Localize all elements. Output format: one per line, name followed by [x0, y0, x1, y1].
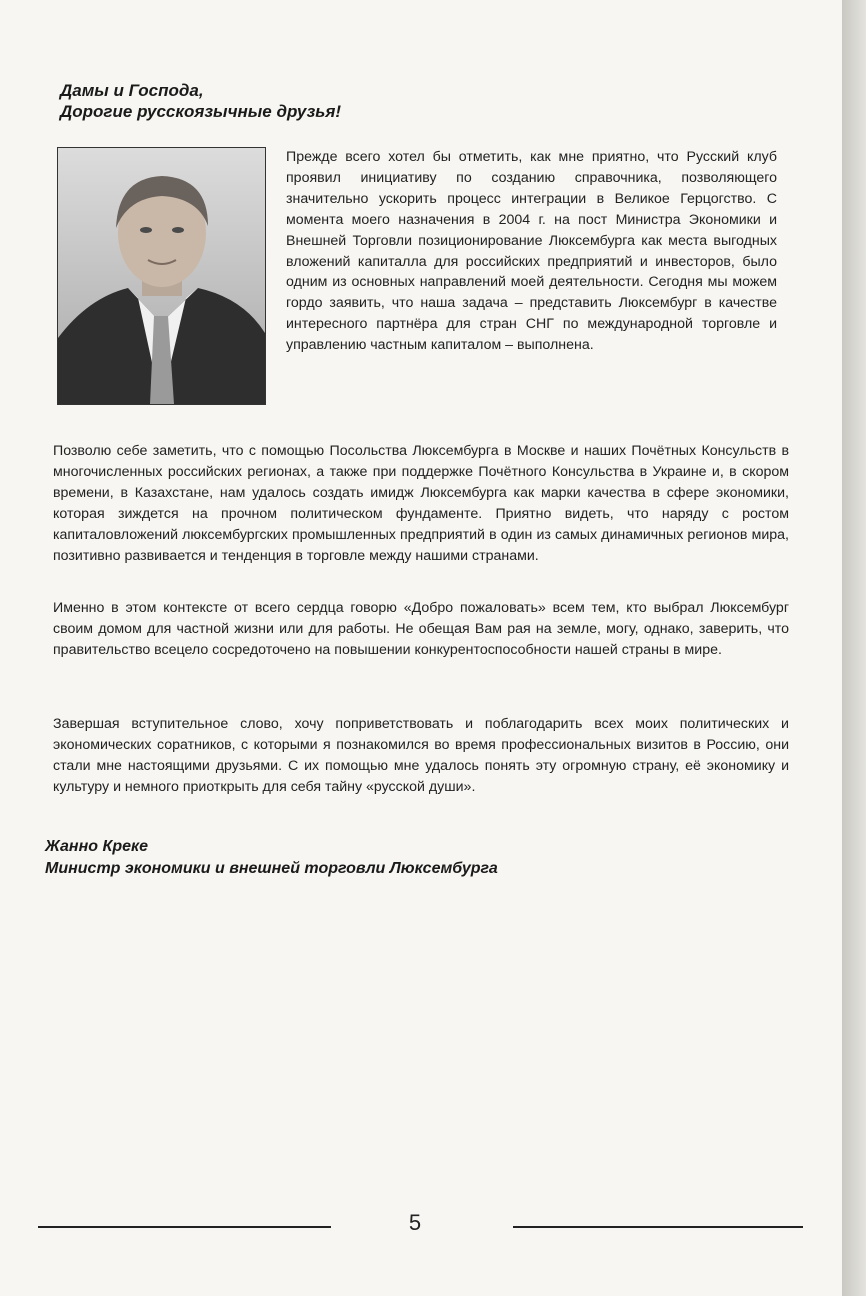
portrait-illustration: [58, 148, 265, 404]
page-number: 5: [408, 1210, 422, 1235]
signature-name: Жанно Креке: [45, 838, 148, 855]
intro-paragraph: Прежде всего хотел бы отметить, как мне приятно, что Русский клуб проявил инициативу по созданию справочника, позволяющего значительно ускорить процесс интеграции в Великое Герцогство. С момента моего назначения в 2004 г. на пост Министра Экономики и Внешней Торговли позиционирование Люксембурга как места выгодных вложений капиталла для российских предприятий и инвесторов, было одним из основных направлений моей деятельности. Сегодня мы можем гордо заявить, что наша задача – представить Люксембург в качестве интересного партнёра для стран СНГ по международной торговле и управлению частным капиталом – выполнена.: [286, 149, 777, 354]
page-edge: [842, 0, 866, 1296]
body-paragraph-2: Именно в этом контексте от всего сердца говорю «Добро пожаловать» всем тем, кто выбрал Люксембург своим домом для частной жизни или для работы. Не обещая Вам рая на земле, могу, однако, заверить, что правительство всецело сосредоточено на повышении конкурентоспособности нашей страны в мире.: [53, 600, 789, 658]
signature-title: Министр экономики и внешней торговли Люксембурга: [45, 860, 498, 877]
body-paragraph-3: Завершая вступительное слово, хочу поприветствовать и поблагодарить всех моих политических и экономических соратников, с которыми я познакомился во время профессиональных визитов в Россию, они стали мне настоящими друзьями. С их помощью мне удалось понять эту огромную страну, её экономику и культуру и немного приоткрыть для себя тайну «русской души».: [53, 716, 789, 795]
greeting-line-2: Дорогие русскоязычные друзья!: [60, 102, 342, 121]
portrait-photo: [57, 147, 266, 405]
body-paragraph-1: Позволю себе заметить, что с помощью Посольства Люксембурга в Москве и наших Почётных Консульств в многочисленных российских регионах, а также при поддержке Почётного Консульства в Украине и, в скором времени, в Казахстане, нам удалось создать имидж Люксембурга как марки качества в сфере экономики, которая зиждется на прочном политическом фундаменте. Приятно видеть, что наряду с ростом капиталовложений люксембургских промышленных предприятий в один из самых динамичных регионов мира, позитивно развивается и тенденция в торговле между нашими странами.: [53, 443, 789, 564]
footer-rule-right: [513, 1226, 803, 1228]
greeting-line-1: Дамы и Господа,: [60, 81, 204, 100]
signature: [45, 836, 645, 880]
footer-rule-left: [38, 1226, 331, 1228]
greeting: [60, 80, 560, 122]
